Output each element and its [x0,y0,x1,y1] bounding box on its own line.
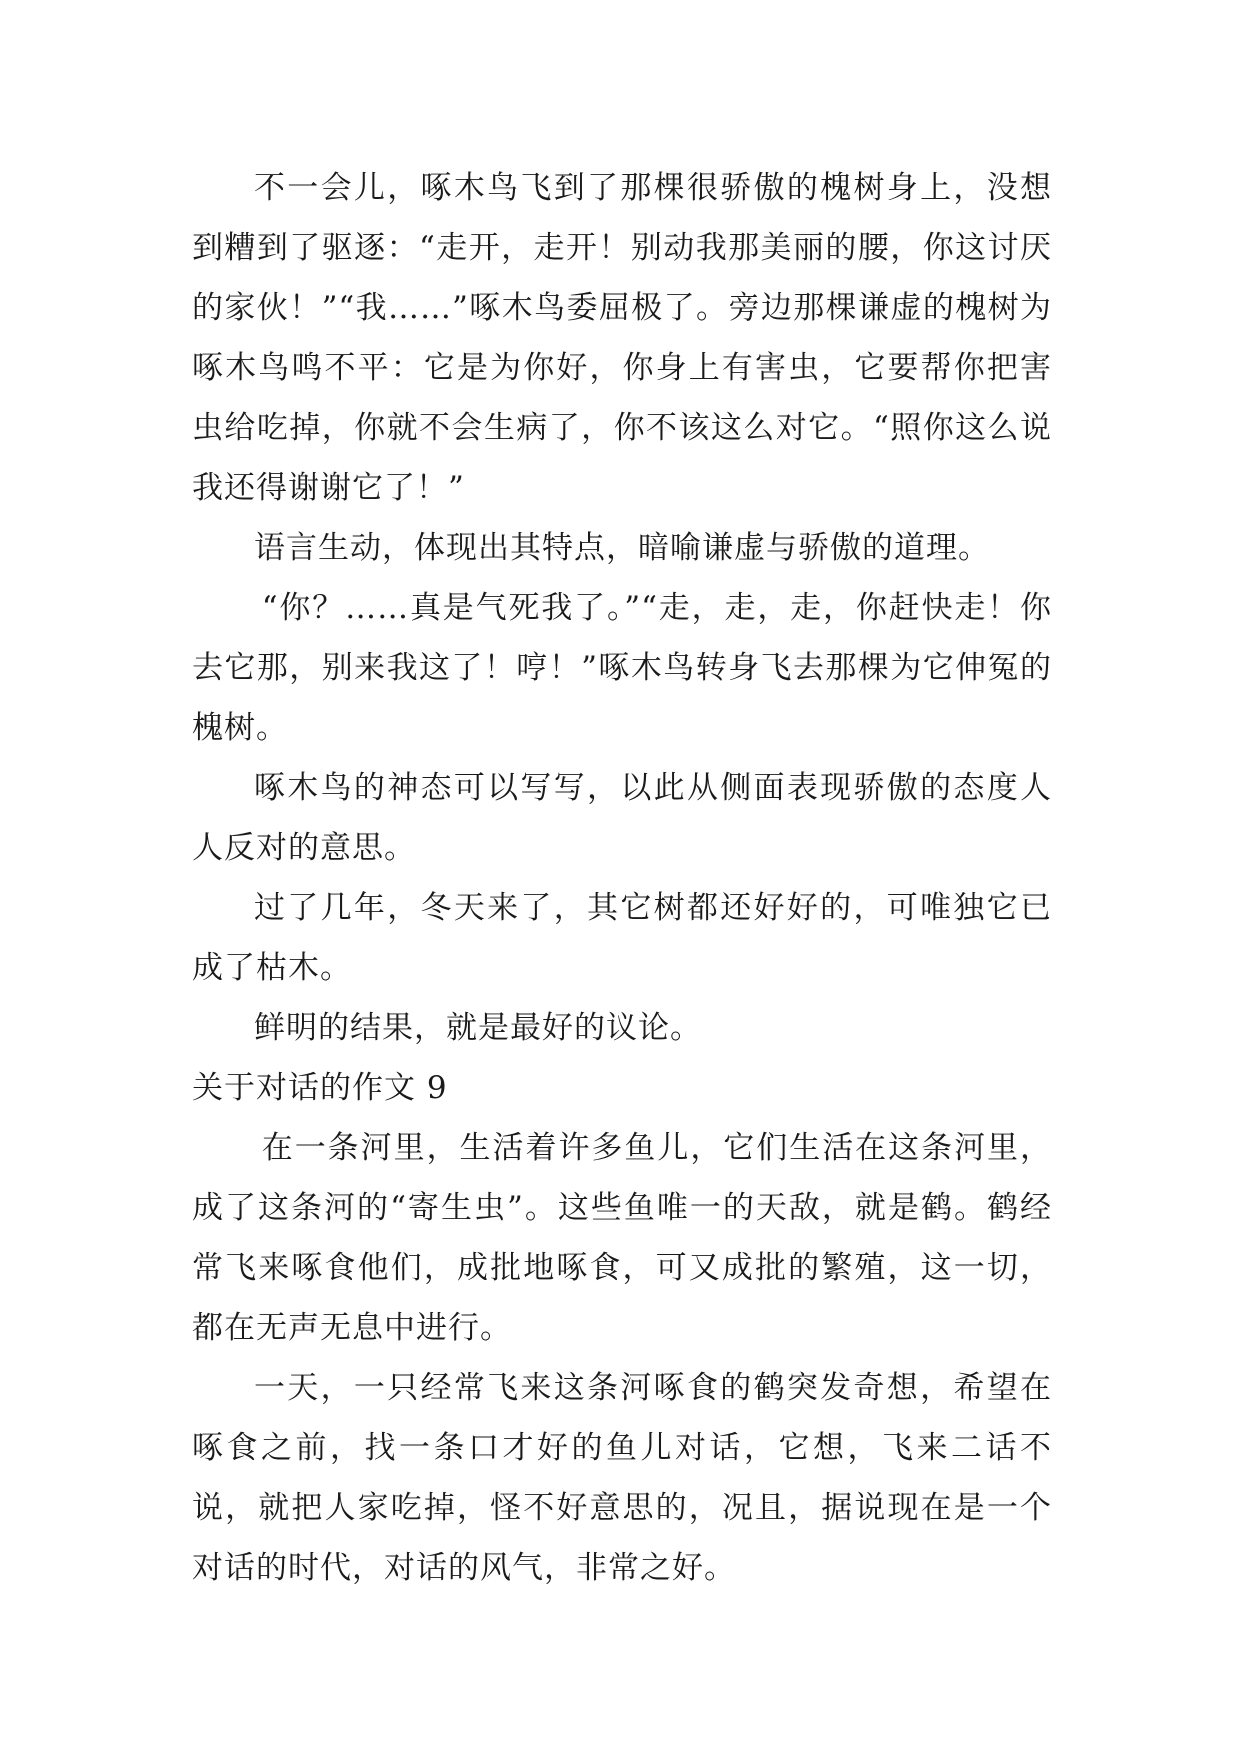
section-heading: 关于对话的作文 9 [192,1070,448,1106]
paragraph-comment-expression: 啄木鸟的神态可以写写，以此从侧面表现骄傲的态度人人反对的意思。 [192,770,1052,866]
paragraph-woodpecker-driven-away: 不一会儿，啄木鸟飞到了那棵很骄傲的槐树身上，没想到糟到了驱逐：“走开，走开！别动我那美丽的腰，你这讨厌的家伙！”“我……”啄木鸟委屈极了。旁边那棵谦虚的槐树为啄木鸟鸣不平：它是为你好，你身上有害虫，它要帮你把害虫给吃掉，你就不会生病了，你不该这么对它。“照你这么说我还得谢谢它了！” [192,170,1052,506]
paragraph-crane-idea: 一天，一只经常飞来这条河啄食的鹤突发奇想，希望在啄食之前，找一条口才好的鱼儿对话，它想，飞来二话不说，就把人家吃掉，怪不好意思的，况且，据说现在是一个对话的时代，对话的风气，非常之好。 [192,1370,1052,1586]
paragraph-angry-tree-dialogue: “你？……真是气死我了。”“走，走，走，你赶快走！你去它那，别来我这了！哼！”啄木鸟转身飞去那棵为它伸冤的槐树。 [192,590,1052,746]
paragraph-comment-result: 鲜明的结果，就是最好的议论。 [254,1010,702,1046]
paragraph-river-fish: 在一条河里，生活着许多鱼儿，它们生活在这条河里，成了这条河的“寄生虫”。这些鱼唯一的天敌，就是鹤。鹤经常飞来啄食他们，成批地啄食，可又成批的繁殖，这一切，都在无声无息中进行。 [192,1130,1052,1346]
paragraph-comment-language: 语言生动，体现出其特点，暗喻谦虚与骄傲的道理。 [254,530,990,566]
paragraph-winter-outcome: 过了几年，冬天来了，其它树都还好好的，可唯独它已成了枯木。 [192,890,1052,986]
document-body [192,158,1052,1598]
